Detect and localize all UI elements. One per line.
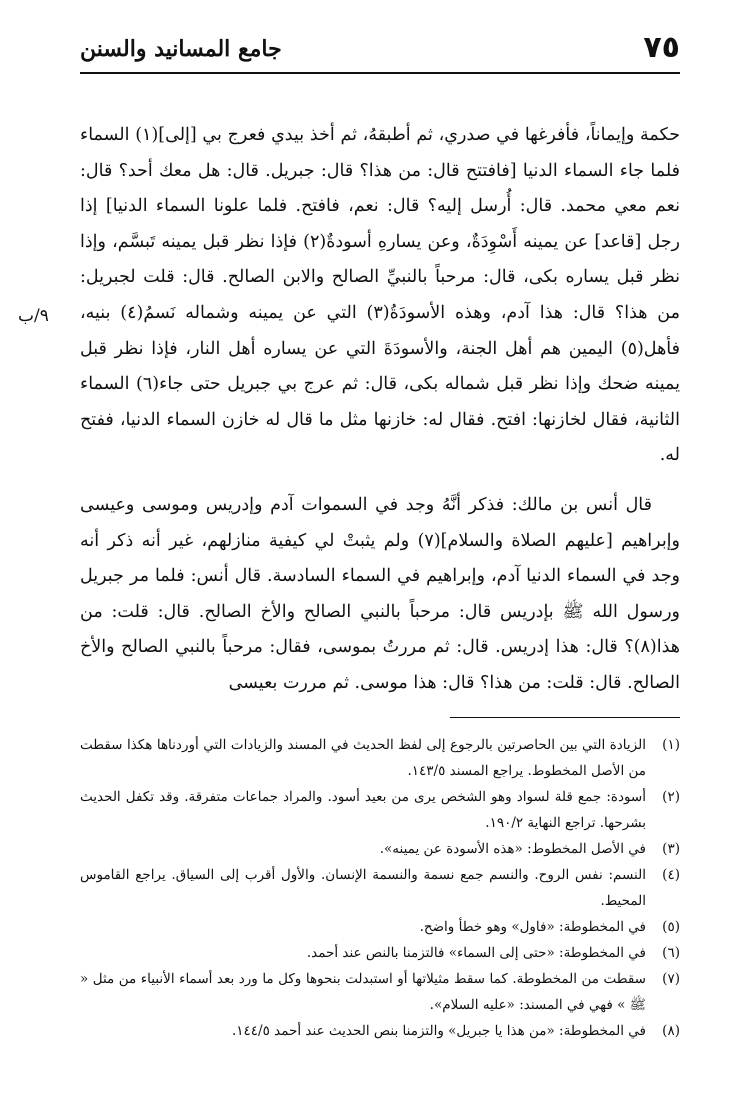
main-text — [80, 118, 680, 702]
footnote — [80, 914, 680, 940]
footnote-number: (٨) — [662, 1023, 680, 1039]
footnote — [80, 1018, 680, 1044]
footnote — [80, 836, 680, 862]
footnote-number: (١) — [662, 737, 680, 753]
footnote-number: (٧) — [662, 971, 680, 987]
footnote-number: (٤) — [662, 867, 680, 883]
footnotes — [80, 732, 680, 1044]
footnote-number: (٦) — [662, 945, 680, 961]
footnote-number: (٢) — [662, 789, 680, 805]
page-number: ٧٥ — [643, 30, 680, 65]
footnote-number: (٣) — [662, 841, 680, 857]
paragraph: حكمة وإيماناً، فأفرغها في صدري، ثم أطبقهُ، ثم أخذ بيدي فعرج بي [إلى](١) السماء فلما جاء السماء الدنيا [فافتتح قال: من هذا؟ قال: جبريل. قال: هل معك أحد؟ قال: نعم معي محمد. قال: أُرسل إليه؟ قال: نعم، فافتح. فلما علونا السماء الدنيا] إذا رجل [قاعد] عن يمينه أَسْوِدَةٌ، وعن يسارهِ أسودةٌ(٢) فإذا نظر قبل يمينه تَبسَّم، وإذا نظر قبل يساره بكى، قال: مرحباً بالنبيِّ الصالح والابن الصالح. قال: قلت لجبريل: من هذا؟ قال: هذا آدم، وهذه الأسودَةُ(٣) التي عن يمينه وشماله نَسمُ(٤) بنيه، فأهل(٥) اليمين هم أهل الجنة، والأسودَةَ التي عن يساره أهل النار، فإذا نظر قبل يمينه ضحك وإذا نظر قبل شماله بكى، قال: ثم عرج بي جبريل حتى جاء(٦) السماء الثانية، فقال لخازنها: افتح. فقال له: خازنها مثل ما قال له خازن السماء الدنيا، ففتح له. — [80, 125, 681, 466]
footnote — [80, 784, 680, 836]
footnote-text: أسودة: جمع قلة لسواد وهو الشخص يرى من بعيد أسود. والمراد جماعات متفرقة. وقد تكفل الحديث بشرحها. تراجع النهاية ١٩٠/٢. — [80, 789, 646, 831]
manuscript-folio-note: ٩/ب — [18, 306, 49, 326]
footnote-text: في الأصل المخطوط: «هذه الأسودة عن يمينه». — [379, 841, 646, 857]
footnote-text: في المخطوطة: «من هذا يا جبريل» والتزمنا بنص الحديث عند أحمد ١٤٤/٥. — [231, 1023, 646, 1039]
footnote — [80, 732, 680, 784]
footnote — [80, 966, 680, 1018]
footnote-divider — [450, 717, 680, 718]
running-title: جامع المسانيد والسنن — [80, 36, 282, 62]
paragraph: قال أنس بن مالك: فذكر أنَّهُ وجد في السموات آدم وإدريس وموسى وعيسى وإبراهيم [عليهم الصلاة والسلام](٧) ولم يثبتْ لي كيفية منازلهم، غير أنه ذكر أنه وجد في السماء الدنيا آدم، وإبراهيم في السماء السادسة. قال أنس: فلما مر جبريل ورسول الله ﷺ بإدريس قال: مرحباً بالنبي الصالح والأخ الصالح. قال: قلت: من هذا(٨)؟ قال: هذا إدريس. قال: ثم مررتُ بموسى، فقال: مرحباً بالنبي الصالح والأخ الصالح. قال: قلت: من هذا؟ قال: هذا موسى. ثم مررت بعيسى — [80, 494, 680, 693]
page-header — [80, 30, 680, 74]
footnote-text: النسم: نفس الروح. والنسم جمع نسمة والنسمة الإنسان. والأول أقرب إلى السياق. يراجع القاموس المحيط. — [80, 867, 646, 909]
footnote — [80, 862, 680, 914]
footnote-number: (٥) — [662, 919, 680, 935]
footnote — [80, 940, 680, 966]
footnote-text: سقطت من المخطوطة. كما سقط مثيلاتها أو استبدلت بنحوها وكل ما ورد بعد أسماء الأنبياء من مثل « ﷺ » فهي في المسند: «عليه السلام». — [80, 971, 646, 1013]
footnote-text: الزيادة التي بين الحاصرتين بالرجوع إلى لفظ الحديث في المسند والزيادات التي أوردناها هكذا سقطت من الأصل المخطوط. يراجع المسند ١٤٣/٥. — [80, 737, 646, 779]
footnote-text: في المخطوطة: «حتى إلى السماء» فالتزمنا بالنص عند أحمد. — [306, 945, 646, 961]
footnote-text: في المخطوطة: «فاول» وهو خطأ واضح. — [419, 919, 646, 935]
